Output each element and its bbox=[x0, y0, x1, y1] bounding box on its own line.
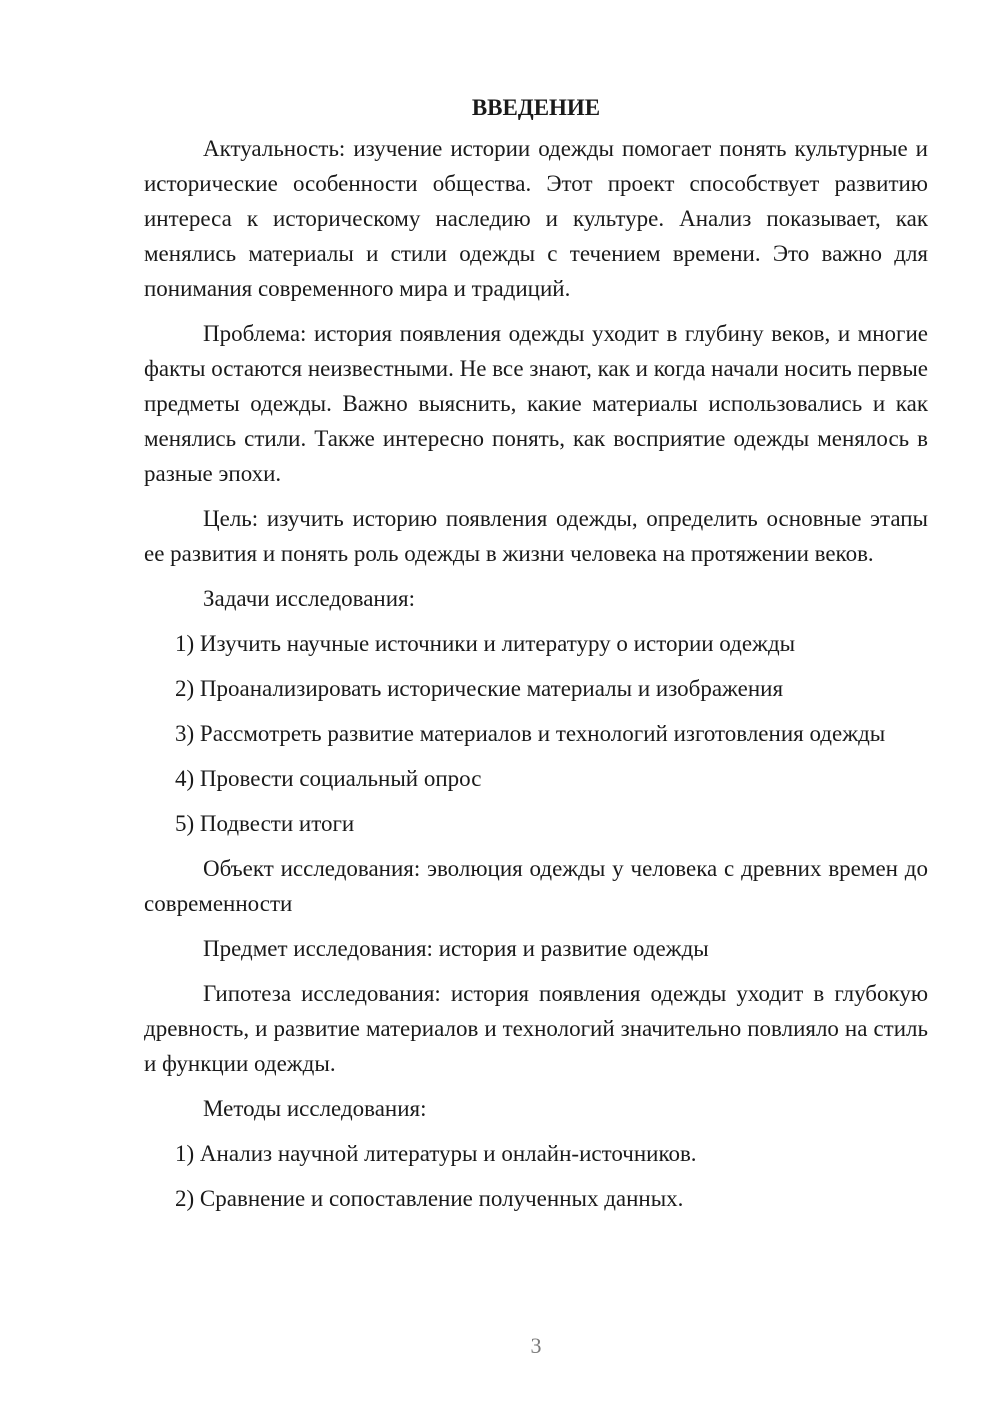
paragraph-hypothesis: Гипотеза исследования: история появления одежды уходит в глубокую древность, и развитие материалов и технологий значительно повлияло на стиль и функции одежды. bbox=[144, 981, 928, 1076]
list-item-task-2: 2) Проанализировать исторические материалы и изображения bbox=[175, 676, 784, 701]
paragraph-subject: Предмет исследования: история и развитие одежды bbox=[203, 936, 709, 961]
list-item-task-4: 4) Провести социальный опрос bbox=[175, 766, 482, 791]
paragraph-methods-heading: Методы исследования: bbox=[203, 1096, 427, 1121]
paragraph-object: Объект исследования: эволюция одежды у человека с древних времен до современности bbox=[144, 856, 928, 916]
paragraph-tasks-heading: Задачи исследования: bbox=[203, 586, 416, 611]
section-title: ВВЕДЕНИЕ bbox=[471, 95, 601, 120]
list-item-method-2: 2) Сравнение и сопоставление полученных данных. bbox=[175, 1186, 684, 1211]
page-number: 3 bbox=[530, 1333, 542, 1358]
list-item-task-3: 3) Рассмотреть развитие материалов и технологий изготовления одежды bbox=[175, 721, 886, 746]
list-item-task-5: 5) Подвести итоги bbox=[175, 811, 355, 836]
paragraph-goal: Цель: изучить историю появления одежды, определить основные этапы ее развития и понять роль одежды в жизни человека на протяжении веков. bbox=[144, 506, 928, 566]
paragraph-relevance: Актуальность: изучение истории одежды помогает понять культурные и исторические особенности общества. Этот проект способствует развитию интереса к историческому наследию и культуре. Анализ показывает, как менялись материалы и стили одежды с течением времени. Это важно для понимания современного мира и традиций. bbox=[144, 136, 928, 301]
list-item-method-1: 1) Анализ научной литературы и онлайн-источников. bbox=[175, 1141, 697, 1166]
paragraph-problem: Проблема: история появления одежды уходит в глубину веков, и многие факты остаются неизвестными. Не все знают, как и когда начали носить первые предметы одежды. Важно выяснить, какие материалы использовались и как менялись стили. Также интересно понять, как восприятие одежды менялось в разные эпохи. bbox=[144, 321, 928, 486]
page-content bbox=[144, 90, 928, 1226]
list-item-task-1: 1) Изучить научные источники и литературу о истории одежды bbox=[175, 631, 796, 656]
